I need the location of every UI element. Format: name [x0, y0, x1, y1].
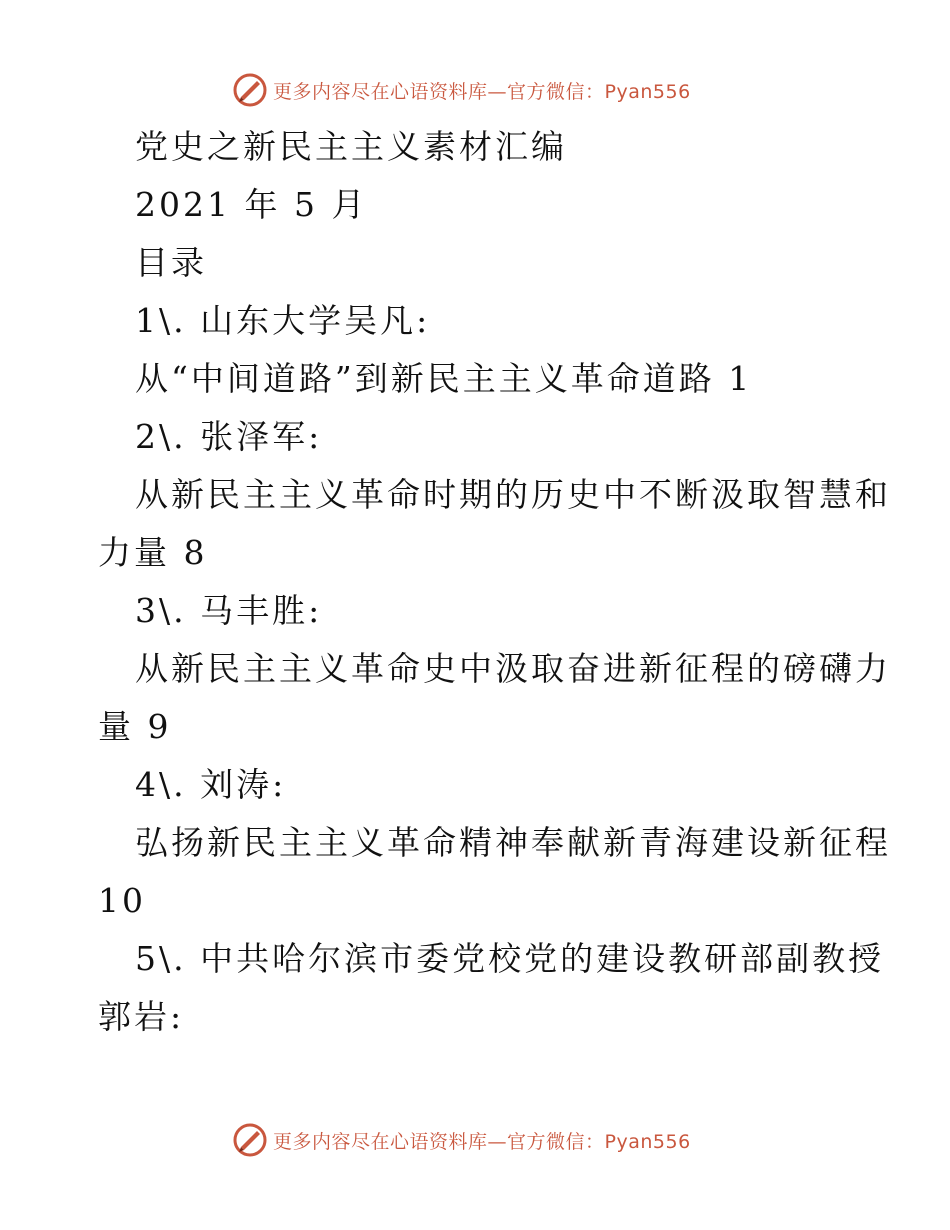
- document-body: [98, 118, 891, 1046]
- toc-entry-author-continued: 郭岩:: [98, 997, 185, 1036]
- toc-entry-author: 张泽军:: [200, 417, 323, 456]
- toc-entry-title: 从新民主主义革命时期的历史中不断汲取智慧和: [135, 475, 891, 514]
- toc-entry-title-continued: 量 9: [98, 707, 172, 746]
- toc-entry-header: [98, 930, 885, 988]
- toc-entry-4: [98, 756, 891, 930]
- toc-entry-number: 1\.: [135, 301, 187, 340]
- toc-entry-header: [98, 582, 858, 640]
- watermark-banner-top: [233, 70, 691, 110]
- toc-entry-author: 马丰胜:: [200, 591, 323, 630]
- toc-entry-number: 5\.: [135, 939, 187, 978]
- toc-entry-header: [98, 756, 858, 814]
- toc-entry-3: [98, 582, 891, 756]
- toc-entry-author: 刘涛:: [200, 765, 287, 804]
- toc-entry-header: [98, 408, 858, 466]
- toc-entry-title: 从新民主主义革命史中汲取奋进新征程的磅礴力: [135, 649, 891, 688]
- toc-entry-number: 3\.: [135, 591, 187, 630]
- toc-entry-number: 4\.: [135, 765, 187, 804]
- toc-heading: 目录: [135, 243, 207, 282]
- document-date: 2021 年 5 月: [135, 185, 368, 224]
- watermark-banner-bottom: [233, 1120, 691, 1160]
- toc-entry-author: 山东大学吴凡:: [200, 301, 431, 340]
- toc-entry-title-continued: 10: [98, 881, 146, 920]
- watermark-text: 更多内容尽在心语资料库—官方微信：Pyan556: [273, 80, 691, 103]
- watermark-text: 更多内容尽在心语资料库—官方微信：Pyan556: [273, 1130, 691, 1153]
- toc-entry-number: 2\.: [135, 417, 187, 456]
- pen-logo-icon: [233, 73, 267, 107]
- toc-entry-title: 弘扬新民主主义革命精神奉献新青海建设新征程: [135, 823, 891, 862]
- toc-entry-5: [98, 930, 885, 1046]
- toc-entry-title-continued: 力量 8: [98, 533, 208, 572]
- toc-entry-author: 中共哈尔滨市委党校党的建设教研部副教授: [200, 939, 885, 978]
- toc-entry-header: [98, 292, 858, 350]
- toc-entry-1: [98, 292, 858, 408]
- toc-entry-title: 从“中间道路”到新民主主义革命道路 1: [135, 359, 753, 398]
- toc-entry-2: [98, 408, 891, 582]
- pen-logo-icon: [233, 1123, 267, 1157]
- document-title: 党史之新民主主义素材汇编: [135, 127, 567, 166]
